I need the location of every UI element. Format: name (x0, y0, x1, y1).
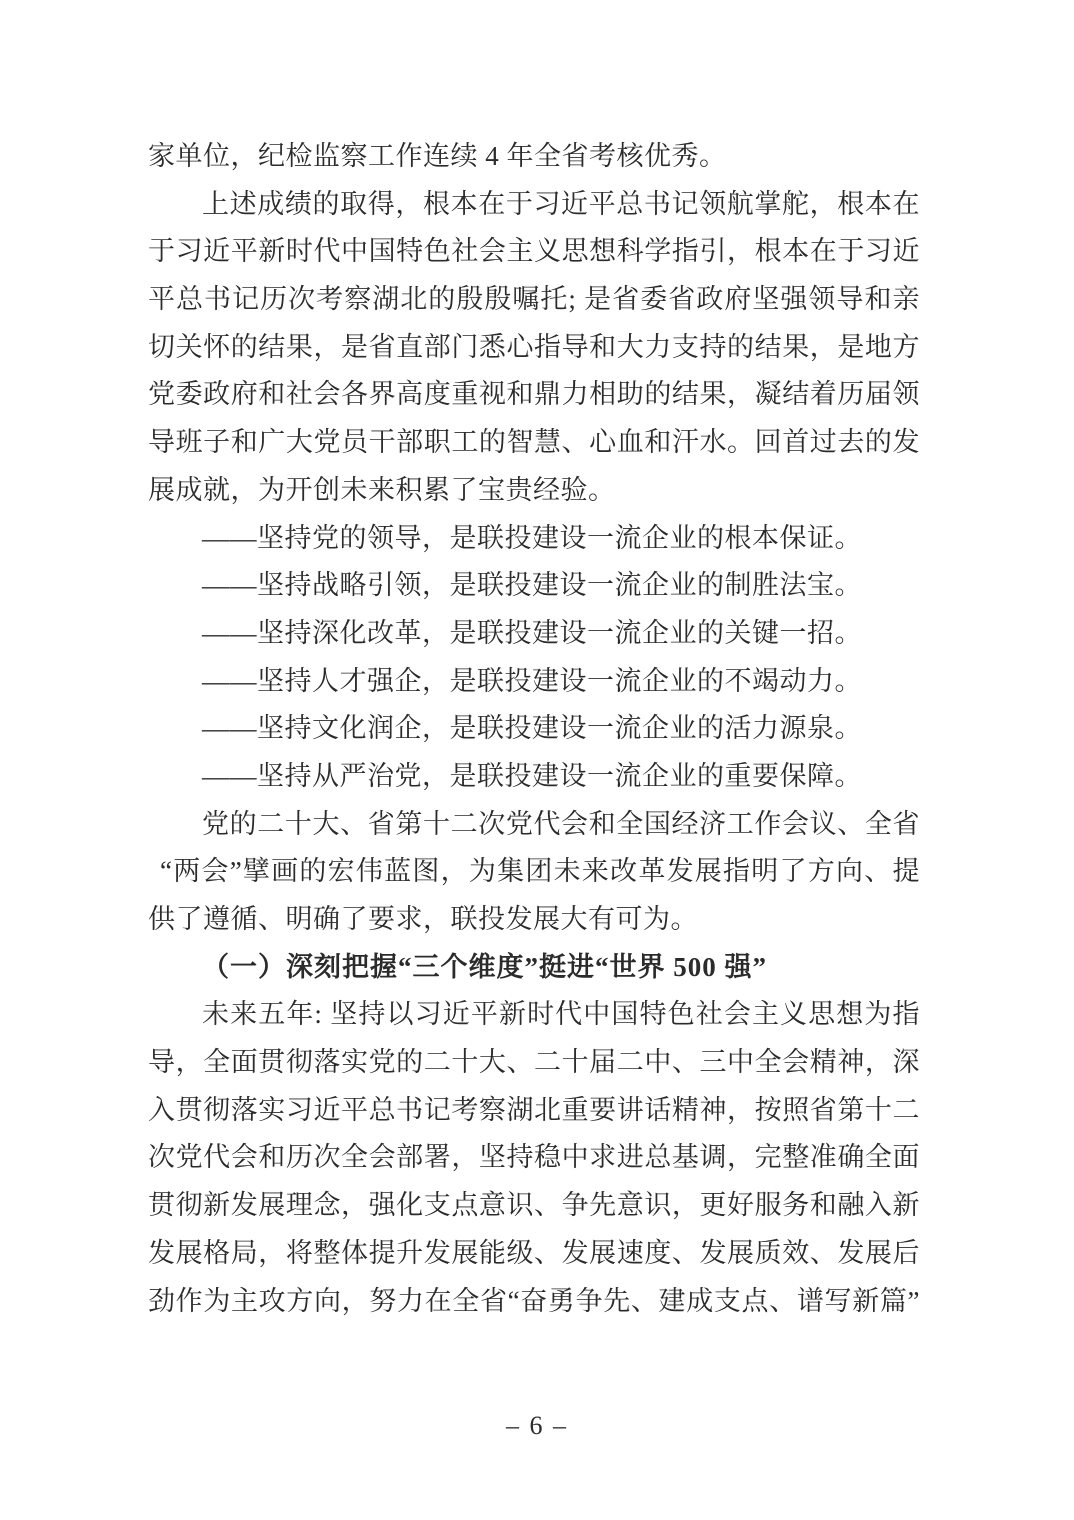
dash-item-line: ——坚持从严治党，是联投建设一流企业的重要保障。 (202, 760, 862, 791)
text-line: 入贯彻落实习近平总书记考察湖北重要讲话精神，按照省第十二 (148, 1094, 920, 1125)
text-line: 上述成绩的取得，根本在于习近平总书记领航掌舵，根本在 (202, 188, 920, 219)
text-line: 导，全面贯彻落实党的二十大、二十届二中、三中全会精神，深 (148, 1047, 920, 1078)
text-line: 切关怀的结果，是省直部门悉心指导和大力支持的结果，是地方 (148, 331, 920, 362)
section-heading: （一）深刻把握“三个维度”挺进“世界 500 强” (202, 951, 767, 982)
text-line: 家单位，纪检监察工作连续 4 年全省考核优秀。 (148, 141, 727, 171)
dash-item-line: ——坚持党的领导，是联投建设一流企业的根本保证。 (202, 522, 862, 553)
text-line: 平总书记历次考察湖北的殷殷嘱托; 是省委省政府坚强领导和亲 (148, 284, 920, 315)
text-line: 未来五年: 坚持以习近平新时代中国特色社会主义思想为指 (202, 999, 920, 1030)
page-number: – 6 – (506, 1411, 568, 1440)
text-line: “两会”擘画的宏伟蓝图，为集团未来改革发展指明了方向、提 (160, 856, 920, 887)
dash-item-line: ——坚持文化润企，是联投建设一流企业的活力源泉。 (202, 713, 862, 744)
text-line: 贯彻新发展理念，强化支点意识、争先意识，更好服务和融入新 (148, 1190, 920, 1221)
text-line: 导班子和广大党员干部职工的智慧、心血和汗水。回首过去的发 (148, 427, 920, 458)
text-line: 发展格局，将整体提升发展能级、发展速度、发展质效、发展后 (148, 1237, 920, 1268)
dash-item-line: ——坚持战略引领，是联投建设一流企业的制胜法宝。 (202, 570, 862, 601)
dash-item-line: ——坚持深化改革，是联投建设一流企业的关键一招。 (202, 617, 862, 648)
dash-item-line: ——坚持人才强企，是联投建设一流企业的不竭动力。 (202, 665, 862, 696)
text-line: 供了遵循、明确了要求，联投发展大有可为。 (148, 904, 698, 934)
text-line: 次党代会和历次全会部署，坚持稳中求进总基调，完整准确全面 (148, 1142, 920, 1173)
text-line: 展成就，为开创未来积累了宝贵经验。 (148, 474, 616, 505)
text-line: 劲作为主攻方向，努力在全省“奋勇争先、建成支点、谱写新篇” (148, 1285, 920, 1316)
text-line: 于习近平新时代中国特色社会主义思想科学指引，根本在于习近 (148, 236, 920, 267)
text-line: 党的二十大、省第十二次党代会和全国经济工作会议、全省 (202, 808, 920, 839)
document-body (148, 133, 920, 1325)
text-line: 党委政府和社会各界高度重视和鼎力相助的结果，凝结着历届领 (148, 379, 920, 410)
